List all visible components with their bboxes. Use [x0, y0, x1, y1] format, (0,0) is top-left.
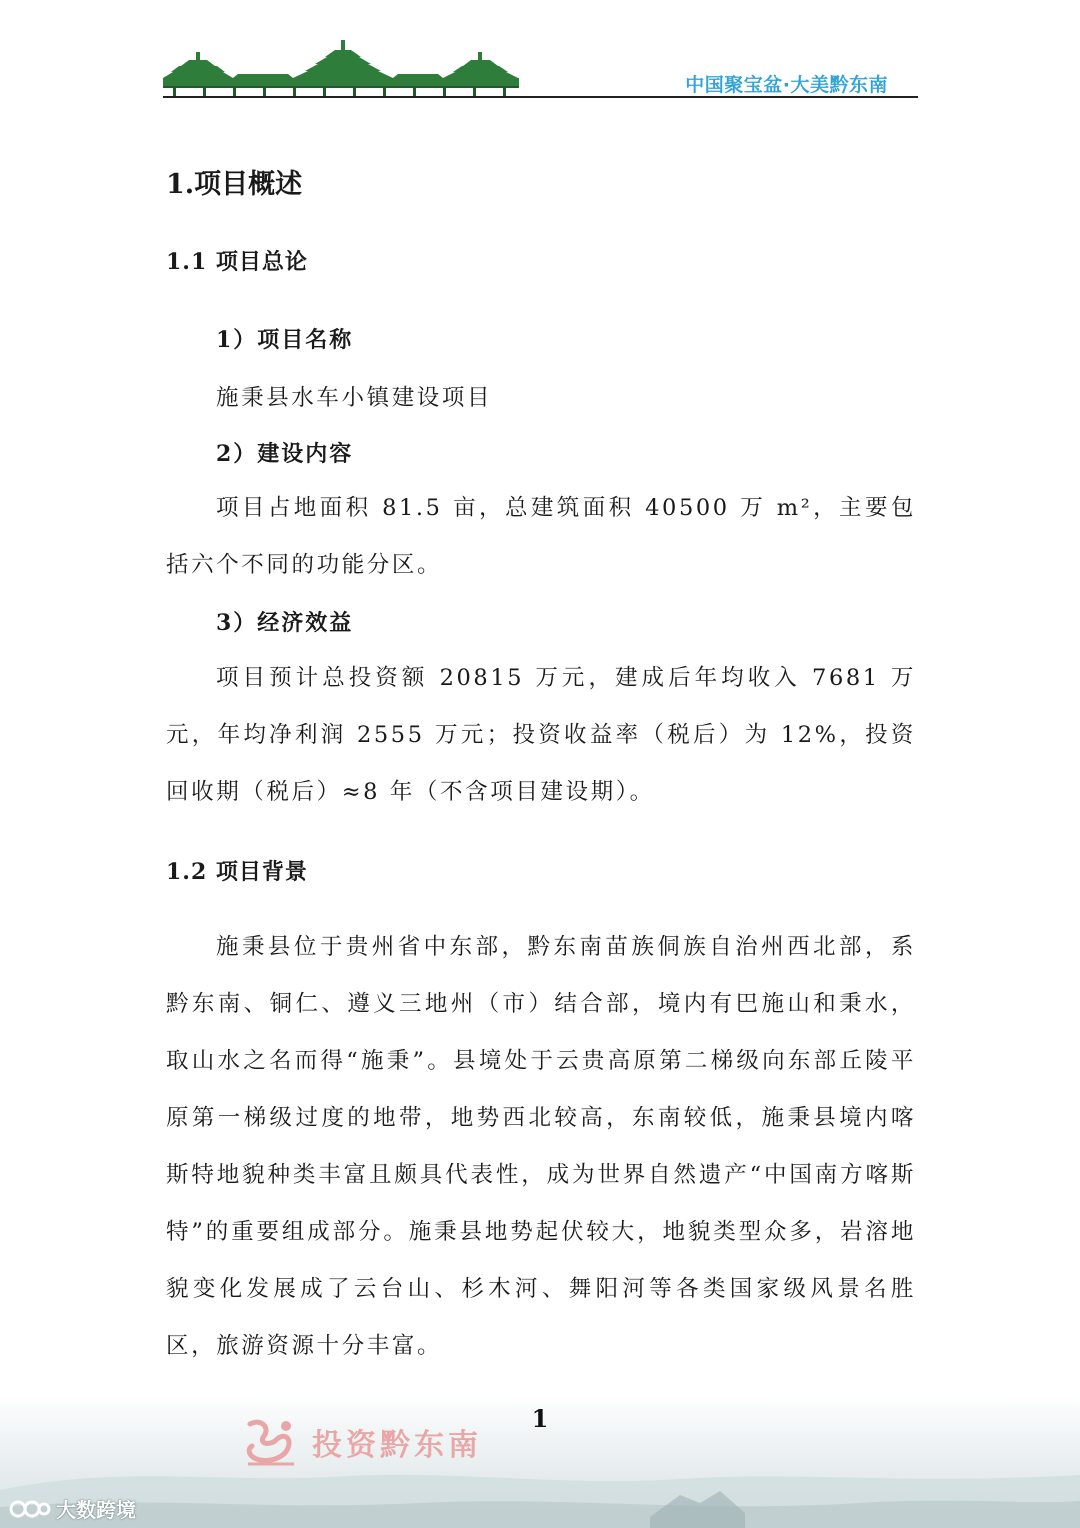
watermark-text: 大数跨境 [56, 1498, 136, 1522]
header-divider [163, 96, 918, 98]
footer-logo-mark [240, 1414, 302, 1472]
watermark-logo-icon [8, 1498, 52, 1520]
header-slogan: 中国聚宝盆·大美黔东南 [685, 74, 888, 96]
footer-logo-text: 投资黔东南 [312, 1428, 482, 1463]
watermark [8, 1494, 136, 1523]
header-drum-tower-art [163, 38, 523, 98]
page-number: 1 [531, 1404, 549, 1433]
item-text-economic: 项目预计总投资额 20815 万元，建成后年均收入 7681 万元，年均净利润 2555 万元；投资收益率（税后）为 12%，投资回收期（税后）≈8 年（不含项目建设期）。 [166, 665, 916, 805]
item-label-construction: 2）建设内容 [216, 441, 354, 467]
subsection-heading-overview: 1.1 项目总论 [166, 249, 308, 275]
background-paragraph: 施秉县位于贵州省中东部，黔东南苗族侗族自治州西北部，系黔东南、铜仁、遵义三地州（市）结合部，境内有巴施山和秉水，取山水之名而得“施秉”。县境处于云贵高原第二梯级向东部丘陵平原第一梯级过度的地带，地势西北较高，东南较低，施秉县境内喀斯特地貌种类丰富且颇具代表性，成为世界自然遗产“中国南方喀斯特”的重要组成部分。施秉县地势起伏较大，地貌类型众多，岩溶地貌变化发展成了云台山、杉木河、舞阳河等各类国家级风景名胜区，旅游资源十分丰富。 [166, 934, 916, 1359]
subsection-heading-background: 1.2 项目背景 [166, 859, 308, 885]
item-label-economic: 3）经济效益 [216, 610, 354, 636]
item-label-project-name: 1）项目名称 [216, 327, 354, 353]
section-title: 1.项目概述 [166, 169, 303, 200]
item-text-project-name: 施秉县水车小镇建设项目 [216, 385, 493, 411]
item-text-construction: 项目占地面积 81.5 亩，总建筑面积 40500 万 m²，主要包括六个不同的功能分区。 [166, 495, 916, 578]
